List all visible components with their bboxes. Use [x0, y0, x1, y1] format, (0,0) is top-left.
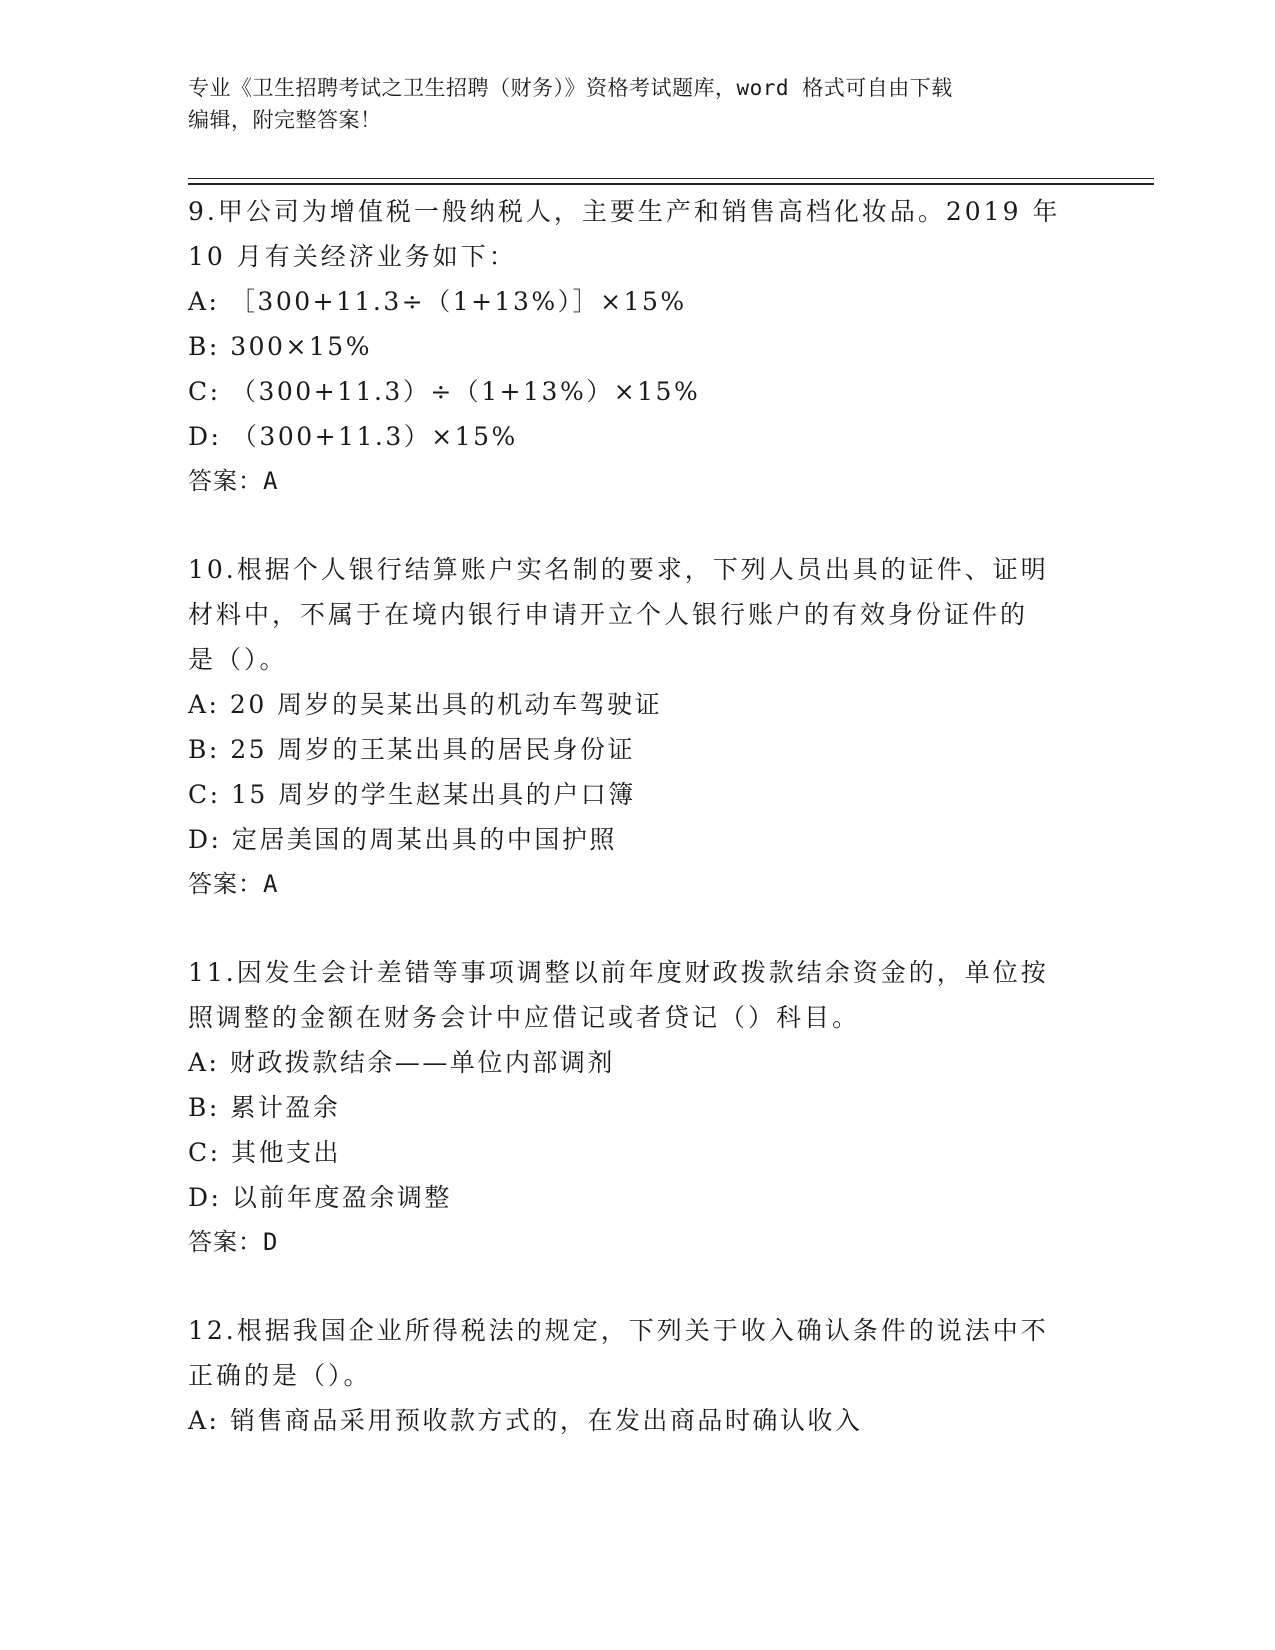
- question-stem-line: 材料中，不属于在境内银行申请开立个人银行账户的有效身份证件的: [188, 600, 1029, 629]
- question-9: [188, 189, 1078, 503]
- option-b: B: 累计盈余: [188, 1093, 341, 1122]
- answer-line: 答案：D: [188, 1228, 279, 1256]
- header-divider-thin: [188, 178, 1154, 179]
- question-stem-line: 10 月有关经济业务如下：: [188, 242, 517, 271]
- option-d: D: （300+11.3）×15%: [188, 422, 518, 451]
- header-line-2: 编辑，附完整答案！: [188, 108, 382, 132]
- question-stem-line: 10.根据个人银行结算账户实名制的要求，下列人员出具的证件、证明: [188, 555, 1049, 584]
- option-c: C: 其他支出: [188, 1138, 341, 1167]
- question-11: [188, 950, 1078, 1264]
- answer-line: 答案：A: [188, 870, 279, 898]
- option-a: A: 20 周岁的吴某出具的机动车驾驶证: [188, 690, 663, 719]
- option-b: B: 25 周岁的王某出具的居民身份证: [188, 735, 636, 764]
- question-10: [188, 547, 1078, 906]
- option-d: D: 以前年度盈余调整: [188, 1183, 452, 1212]
- question-stem-line: 正确的是（）。: [188, 1361, 372, 1390]
- option-a: A: 销售商品采用预收款方式的，在发出商品时确认收入: [188, 1406, 863, 1435]
- option-a: A: ［300+11.3÷（1+13%）］×15%: [188, 287, 687, 316]
- question-stem-line: 9.甲公司为增值税一般纳税人，主要生产和销售高档化妆品。2019 年: [188, 197, 1061, 226]
- option-a: A: 财政拨款结余——单位内部调剂: [188, 1048, 615, 1077]
- header-line-1: 专业《卫生招聘考试之卫生招聘（财务）》资格考试题库，word 格式可自由下载: [188, 76, 953, 100]
- answer-line: 答案：A: [188, 467, 279, 495]
- question-stem-line: 12.根据我国企业所得税法的规定，下列关于收入确认条件的说法中不: [188, 1316, 1049, 1345]
- option-c: C: （300+11.3）÷（1+13%）×15%: [188, 377, 701, 406]
- question-stem-line: 是（）。: [188, 645, 288, 674]
- question-list: [188, 189, 1078, 1443]
- document-header: [188, 72, 1068, 136]
- option-b: B: 300×15%: [188, 332, 372, 361]
- question-stem-line: 11.因发生会计差错等事项调整以前年度财政拨款结余资金的，单位按: [188, 958, 1049, 987]
- question-12: [188, 1308, 1078, 1443]
- option-c: C: 15 周岁的学生赵某出具的户口簿: [188, 780, 636, 809]
- header-divider-thick: [188, 183, 1154, 185]
- option-d: D: 定居美国的周某出具的中国护照: [188, 825, 617, 854]
- question-stem-line: 照调整的金额在财务会计中应借记或者贷记（）科目。: [188, 1003, 861, 1032]
